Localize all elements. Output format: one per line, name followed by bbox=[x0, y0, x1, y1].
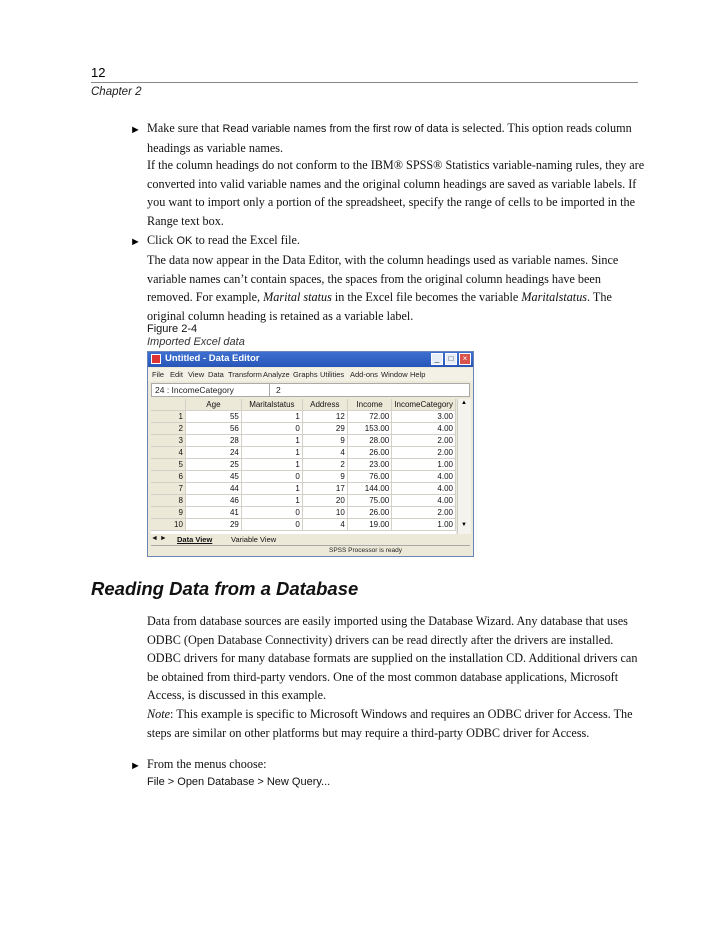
menu-transform[interactable]: Transform bbox=[228, 370, 262, 379]
section-heading: Reading Data from a Database bbox=[91, 578, 359, 599]
table-cell[interactable]: 24 bbox=[185, 447, 241, 459]
menu-bar bbox=[148, 368, 473, 381]
chapter-label: Chapter 2 bbox=[91, 86, 142, 98]
column-header[interactable]: Maritalstatus bbox=[241, 399, 302, 411]
scroll-down-icon[interactable]: ▼ bbox=[461, 522, 467, 528]
menu-view[interactable]: View bbox=[188, 370, 205, 379]
table-cell[interactable]: 9 bbox=[302, 471, 347, 483]
table-cell[interactable]: 26.00 bbox=[347, 507, 391, 519]
cell-editor-bar bbox=[151, 383, 470, 397]
bullet-marker: ► bbox=[130, 760, 141, 772]
cell-reference: 24 : IncomeCategory bbox=[155, 385, 234, 395]
scroll-up-icon[interactable]: ▲ bbox=[461, 400, 467, 406]
bullet-marker: ► bbox=[130, 124, 141, 136]
data-grid bbox=[151, 399, 456, 534]
table-cell[interactable]: 1 bbox=[241, 447, 302, 459]
ok-label: OK bbox=[176, 235, 193, 247]
table-cell[interactable]: 1.00 bbox=[392, 459, 456, 471]
column-header[interactable]: Age bbox=[185, 399, 241, 411]
instruction-read-variable-names: Make sure that Read variable names from the first row of data is selected. This option reads column headings as variable names. bbox=[147, 121, 632, 155]
table-cell[interactable]: 28 bbox=[185, 435, 241, 447]
row-number[interactable]: 1 bbox=[151, 411, 185, 423]
table-cell[interactable]: 153.00 bbox=[347, 423, 391, 435]
tab-variable-view[interactable]: Variable View bbox=[231, 535, 277, 544]
row-number[interactable]: 8 bbox=[151, 495, 185, 507]
table-cell[interactable]: 41 bbox=[185, 507, 241, 519]
table-row bbox=[151, 423, 456, 435]
tab-data-view[interactable]: Data View bbox=[177, 535, 213, 544]
table-cell[interactable]: 23.00 bbox=[347, 459, 391, 471]
menu-edit[interactable]: Edit bbox=[170, 370, 183, 379]
maximize-icon[interactable]: □ bbox=[445, 353, 457, 365]
table-cell[interactable]: 4.00 bbox=[392, 495, 456, 507]
table-row bbox=[151, 507, 456, 519]
menu-data[interactable]: Data bbox=[208, 370, 224, 379]
column-header[interactable]: Address bbox=[302, 399, 347, 411]
row-number[interactable]: 9 bbox=[151, 507, 185, 519]
table-cell[interactable]: 17 bbox=[302, 483, 347, 495]
bullet-marker: ► bbox=[130, 236, 141, 248]
table-cell[interactable]: 144.00 bbox=[347, 483, 391, 495]
menu-path: File > Open Database > New Query... bbox=[147, 776, 331, 788]
status-bar bbox=[151, 545, 470, 556]
data-table bbox=[151, 399, 456, 531]
paragraph-headings: If the column headings do not conform to the IBM® SPSS® Statistics variable-naming rules, they are converted into valid variable names and the original column headings are saved as variable labels. If you want to import only a portion of the spreadsheet, specify the range of cells to be imported in the Range text box. bbox=[147, 158, 645, 228]
table-cell[interactable]: 2.00 bbox=[392, 435, 456, 447]
table-cell[interactable]: 46 bbox=[185, 495, 241, 507]
figure-caption: Imported Excel data bbox=[147, 336, 245, 348]
table-cell[interactable]: 0 bbox=[241, 519, 302, 531]
table-cell[interactable]: 55 bbox=[185, 411, 241, 423]
column-header[interactable]: Income bbox=[347, 399, 391, 411]
status-text: SPSS Processor is ready bbox=[329, 547, 402, 554]
table-cell[interactable]: 1 bbox=[241, 411, 302, 423]
view-tabs bbox=[151, 535, 470, 544]
paragraph-database: Data from database sources are easily imported using the Database Wizard. Any database that uses ODBC (Open Database Connectivity) drivers can be read directly after the drivers are installed. ODBC drivers for many database formats are supplied on the installation CD. Additional drivers can be obtained from third-party vendors. One of the most common database applications, Microsoft Access, is discussed in this example. bbox=[147, 614, 638, 703]
table-cell[interactable]: 0 bbox=[241, 471, 302, 483]
table-cell[interactable]: 45 bbox=[185, 471, 241, 483]
table-cell[interactable]: 2.00 bbox=[392, 507, 456, 519]
close-icon[interactable]: × bbox=[459, 353, 471, 365]
table-cell[interactable]: 12 bbox=[302, 411, 347, 423]
table-cell[interactable]: 72.00 bbox=[347, 411, 391, 423]
paragraph-note: Note: This example is specific to Microsoft Windows and requires an ODBC driver for Access. The steps are similar on other platforms but may require a third-party ODBC driver for Access. bbox=[147, 707, 633, 740]
table-cell[interactable]: 2 bbox=[302, 459, 347, 471]
table-cell[interactable]: 1 bbox=[241, 459, 302, 471]
table-cell[interactable]: 4.00 bbox=[392, 483, 456, 495]
table-row bbox=[151, 411, 456, 423]
paragraph-data-now: The data now appear in the Data Editor, with the column headings used as variable names. Since variable names can’t contain spaces, the spaces from the original column headings have been removed. For example, Marital status in the Excel file becomes the variable Maritalstatus. The original column heading is retained as a variable label. bbox=[147, 253, 619, 323]
figure-label: Figure 2-4 bbox=[147, 323, 198, 335]
table-cell[interactable]: 44 bbox=[185, 483, 241, 495]
table-cell[interactable]: 28.00 bbox=[347, 435, 391, 447]
table-row bbox=[151, 471, 456, 483]
page-number: 12 bbox=[91, 65, 106, 80]
minimize-icon[interactable]: _ bbox=[431, 353, 443, 365]
window-title: Untitled - Data Editor bbox=[165, 353, 260, 364]
instruction-click-ok: Click OK to read the Excel file. bbox=[147, 233, 300, 247]
table-cell[interactable]: 3.00 bbox=[392, 411, 456, 423]
cell-value[interactable]: 2 bbox=[276, 385, 281, 395]
menu-graphs[interactable]: Graphs bbox=[293, 370, 318, 379]
row-number[interactable]: 6 bbox=[151, 471, 185, 483]
row-number[interactable]: 5 bbox=[151, 459, 185, 471]
table-cell[interactable]: 29 bbox=[302, 423, 347, 435]
table-cell[interactable]: 26.00 bbox=[347, 447, 391, 459]
table-cell[interactable]: 76.00 bbox=[347, 471, 391, 483]
option-label: Read variable names from the first row of data bbox=[222, 123, 449, 135]
data-editor-window bbox=[147, 351, 474, 557]
window-titlebar[interactable] bbox=[148, 352, 473, 367]
row-number[interactable]: 7 bbox=[151, 483, 185, 495]
table-row bbox=[151, 435, 456, 447]
table-cell[interactable]: 1.00 bbox=[392, 519, 456, 531]
table-cell[interactable]: 29 bbox=[185, 519, 241, 531]
table-row bbox=[151, 495, 456, 507]
table-cell[interactable]: 25 bbox=[185, 459, 241, 471]
table-cell[interactable]: 1 bbox=[241, 483, 302, 495]
row-number[interactable]: 3 bbox=[151, 435, 185, 447]
table-row bbox=[151, 447, 456, 459]
table-cell[interactable]: 4.00 bbox=[392, 423, 456, 435]
row-number[interactable]: 2 bbox=[151, 423, 185, 435]
table-cell[interactable]: 4 bbox=[302, 447, 347, 459]
table-cell[interactable]: 2.00 bbox=[392, 447, 456, 459]
menu-window[interactable]: Window bbox=[381, 370, 408, 379]
table-cell[interactable]: 4.00 bbox=[392, 471, 456, 483]
table-row bbox=[151, 483, 456, 495]
table-cell[interactable]: 1 bbox=[241, 435, 302, 447]
tab-nav-icon[interactable]: ◄ ► bbox=[151, 535, 167, 542]
menu-file[interactable]: File bbox=[152, 370, 165, 379]
table-cell[interactable]: 56 bbox=[185, 423, 241, 435]
cellbar-divider bbox=[269, 384, 270, 396]
menu-help[interactable]: Help bbox=[410, 370, 426, 379]
header-rule bbox=[91, 82, 638, 83]
row-number[interactable]: 10 bbox=[151, 519, 185, 531]
table-cell[interactable]: 19.00 bbox=[347, 519, 391, 531]
menu-addons[interactable]: Add-ons bbox=[350, 370, 378, 379]
corner-header[interactable] bbox=[151, 399, 185, 411]
table-cell[interactable]: 9 bbox=[302, 435, 347, 447]
table-cell[interactable]: 10 bbox=[302, 507, 347, 519]
app-icon bbox=[151, 354, 161, 364]
table-cell[interactable]: 0 bbox=[241, 507, 302, 519]
table-cell[interactable]: 75.00 bbox=[347, 495, 391, 507]
table-cell[interactable]: 0 bbox=[241, 423, 302, 435]
table-cell[interactable]: 20 bbox=[302, 495, 347, 507]
vertical-scrollbar[interactable] bbox=[457, 399, 471, 534]
table-row bbox=[151, 519, 456, 531]
menu-analyze[interactable]: Analyze bbox=[263, 370, 290, 379]
table-cell[interactable]: 4 bbox=[302, 519, 347, 531]
column-header[interactable]: IncomeCategory bbox=[392, 399, 456, 411]
note-label: Note bbox=[147, 707, 171, 721]
menu-utilities[interactable]: Utilities bbox=[320, 370, 345, 379]
table-cell[interactable]: 1 bbox=[241, 495, 302, 507]
table-row bbox=[151, 459, 456, 471]
instruction-menus: From the menus choose: bbox=[147, 757, 267, 771]
row-number[interactable]: 4 bbox=[151, 447, 185, 459]
